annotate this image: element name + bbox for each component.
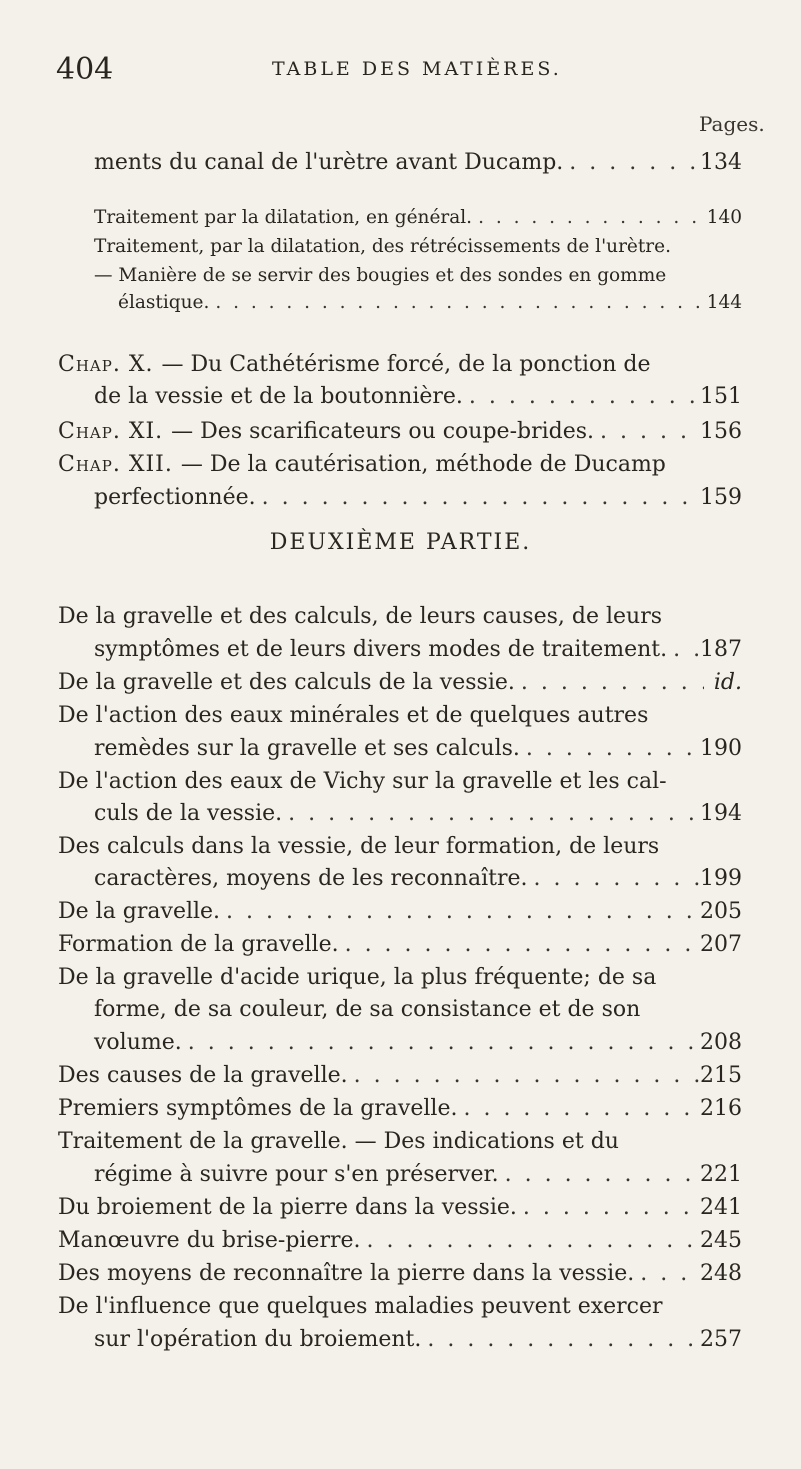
dot-leader <box>209 292 704 313</box>
dot-leader <box>517 1195 700 1220</box>
toc-entry-line <box>94 485 742 510</box>
chapter-label: Chap. XII. <box>58 452 173 477</box>
section-heading: DEUXIÈME PARTIE. <box>269 530 532 555</box>
page-number: 404 <box>56 52 114 87</box>
toc-entry-line <box>58 932 742 957</box>
toc-entry-line <box>94 866 742 891</box>
toc-entry-line <box>58 670 742 695</box>
dot-leader <box>520 736 700 761</box>
page-ref: 159 <box>700 485 742 510</box>
page-ref: 151 <box>700 384 742 409</box>
toc-entry-line <box>58 899 742 924</box>
toc-entry-line <box>94 265 666 286</box>
toc-entry-line <box>58 1063 742 1088</box>
dot-leader <box>421 1327 700 1352</box>
page-header <box>0 52 801 92</box>
entry-text: Des causes de la gravelle. <box>58 1063 348 1088</box>
entry-text: Des calculs dans la vessie, de leur formation, de leurs <box>58 834 660 859</box>
dot-leader <box>457 1096 700 1121</box>
toc-entry-line <box>94 207 742 228</box>
page-ref: 144 <box>706 292 742 313</box>
toc-entry-line <box>58 452 666 477</box>
dot-leader <box>348 1063 700 1088</box>
toc-entry-line <box>58 769 667 794</box>
dot-leader <box>563 150 700 175</box>
dot-leader <box>463 384 700 409</box>
toc-entry-line <box>58 1228 742 1253</box>
entry-text: élastique. <box>118 292 210 313</box>
entry-text: Traitement par la dilatation, en général. <box>94 207 473 228</box>
entry-text: remèdes sur la gravelle et ses calculs. <box>94 736 520 761</box>
chapter-label: Chap. XI. <box>58 419 164 444</box>
toc-entry-line <box>58 1294 663 1319</box>
entry-text: De la gravelle. <box>58 899 221 924</box>
page-ref: 194 <box>700 801 742 826</box>
dot-leader <box>515 670 704 695</box>
toc-entry-line <box>58 1195 742 1220</box>
dot-leader <box>339 932 700 957</box>
toc-entry-line <box>94 384 742 409</box>
page-ref: 156 <box>700 419 742 444</box>
entry-text: De la gravelle et des calculs de la vessie. <box>58 670 515 695</box>
entry-text: Traitement de la gravelle. — Des indications et du <box>58 1129 619 1154</box>
entry-text: symptômes et de leurs divers modes de traitement. <box>94 637 668 662</box>
toc-entry-line <box>118 292 742 313</box>
dot-leader <box>220 899 700 924</box>
toc-entry-line <box>94 1162 742 1187</box>
page-ref: 245 <box>700 1228 742 1253</box>
entry-text: — De la cautérisation, méthode de Ducamp <box>180 452 666 477</box>
page-ref: 190 <box>700 736 742 761</box>
toc-entry-line <box>58 1129 619 1154</box>
entry-text: volume. <box>94 1030 182 1055</box>
pages-column-label: Pages. <box>699 112 765 136</box>
entry-text: culs de la vessie. <box>94 801 283 826</box>
page-ref: 187 <box>700 637 742 662</box>
entry-text: Des moyens de reconnaître la pierre dans la vessie. <box>58 1261 635 1286</box>
dot-leader <box>594 419 700 444</box>
entry-text: de la vessie et de la boutonnière. <box>94 384 463 409</box>
toc-entry-line <box>58 1261 742 1286</box>
entry-text: De la gravelle d'acide urique, la plus fréquente; de sa <box>58 965 657 990</box>
page-ref: 199 <box>700 866 742 891</box>
dot-leader <box>634 1261 700 1286</box>
page-ref: 248 <box>700 1261 742 1286</box>
page-ref: 208 <box>700 1030 742 1055</box>
toc-entry-line <box>94 1030 742 1055</box>
page-ref: 241 <box>700 1195 742 1220</box>
page-ref: 140 <box>706 207 742 228</box>
entry-text: ments du canal de l'urètre avant Ducamp. <box>94 150 564 175</box>
dot-leader <box>667 637 700 662</box>
entry-text: De l'action des eaux minérales et de quelques autres <box>58 703 649 728</box>
toc-entry-line <box>94 637 742 662</box>
toc-entry-line <box>94 150 742 175</box>
toc-entry-line <box>58 834 659 859</box>
toc-entry-line <box>58 419 742 444</box>
entry-text: De l'influence que quelques maladies peuvent exercer <box>58 1294 663 1319</box>
toc-entry-line <box>94 801 742 826</box>
toc-entry-line <box>58 1096 742 1121</box>
dot-leader <box>282 801 700 826</box>
entry-text: perfectionnée. <box>94 485 256 510</box>
dot-leader <box>361 1228 701 1253</box>
dot-leader <box>182 1030 700 1055</box>
toc-entry-line <box>94 997 640 1022</box>
entry-text: sur l'opération du broiement. <box>94 1327 422 1352</box>
entry-text: forme, de sa couleur, de sa consistance et de son <box>94 997 641 1022</box>
entry-text: Formation de la gravelle. <box>58 932 339 957</box>
entry-text: De l'action des eaux de Vichy sur la gravelle et les cal- <box>58 769 667 794</box>
entry-text: Premiers symptômes de la gravelle. <box>58 1096 458 1121</box>
entry-text: Manœuvre du brise-pierre. <box>58 1228 361 1253</box>
entry-text: Du broiement de la pierre dans la vessie. <box>58 1195 517 1220</box>
page-ref: 205 <box>700 899 742 924</box>
dot-leader <box>256 485 700 510</box>
dot-leader <box>527 866 700 891</box>
page-ref: 257 <box>700 1327 742 1352</box>
toc-entry-line <box>94 736 742 761</box>
page-ref: 215 <box>700 1063 742 1088</box>
toc-entry-line <box>58 965 656 990</box>
toc-entry-line <box>94 236 671 257</box>
page-ref: 221 <box>700 1162 742 1187</box>
toc-entry-line <box>58 703 648 728</box>
toc-entry-line <box>58 604 662 629</box>
toc-entry-line <box>94 1327 742 1352</box>
running-title: TABLE DES MATIÈRES. <box>272 58 562 80</box>
entry-text: — Des scarificateurs ou coupe-brides. <box>171 419 595 444</box>
entry-text: — Du Cathétérisme forcé, de la ponction de <box>161 352 651 377</box>
chapter-label: Chap. X. <box>58 352 154 377</box>
dot-leader <box>499 1162 700 1187</box>
page-ref: 207 <box>700 932 742 957</box>
entry-text: — Manière de se servir des bougies et des sondes en gomme <box>94 265 667 286</box>
page-ref: id. <box>713 670 742 695</box>
entry-text: caractères, moyens de les reconnaître. <box>94 866 528 891</box>
entry-text: Traitement, par la dilatation, des rétrécissements de l'urètre. <box>94 236 671 257</box>
toc-entry-line <box>58 352 651 377</box>
entry-text: régime à suivre pour s'en préserver. <box>94 1162 499 1187</box>
entry-text: De la gravelle et des calculs, de leurs causes, de leurs <box>58 604 663 629</box>
dot-leader <box>472 207 704 228</box>
page-ref: 216 <box>700 1096 742 1121</box>
page-ref: 134 <box>700 150 742 175</box>
